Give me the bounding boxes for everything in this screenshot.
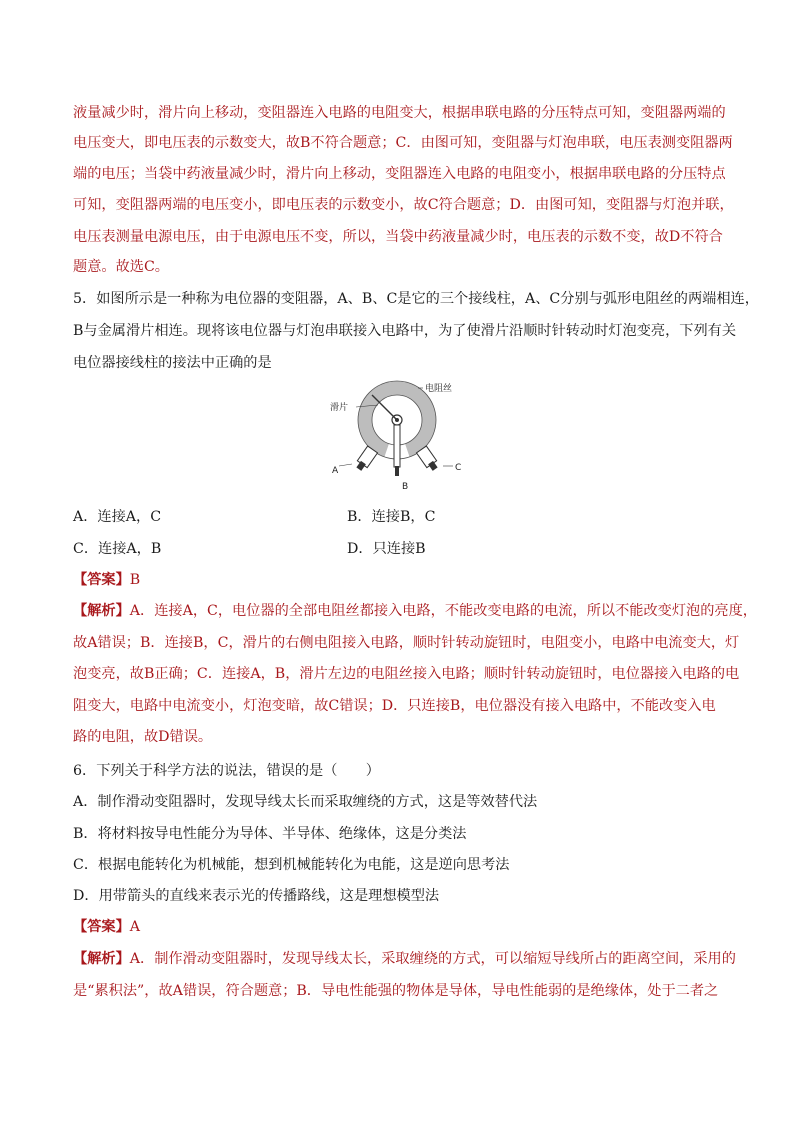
q5-stem-line-3: 电位器接线柱的接法中正确的是 <box>73 355 272 371</box>
q6-analysis-line-2: 是“累积法”，故A错误，符合题意；B．导电性能强的物体是导体，导电性能弱的是绝缘体，处于二者之 <box>73 983 719 999</box>
q5-analysis-text-1: A．连接A，C，电位器的全部电阻丝都接入电路，不能改变电路的电流，所以不能改变灯泡的亮度， <box>129 603 757 619</box>
prev-explanation-line-1: 液量减少时，滑片向上移动，变阻器连入电路的电阻变大，根据串联电路的分压特点可知，变阻器两端的 <box>73 105 726 121</box>
prev-explanation-line-5: 电压表测量电源电压，由于电源电压不变，所以，当袋中药液量减少时，电压表的示数不变，故D不符合 <box>73 229 723 245</box>
q6-option-a: A．制作滑动变阻器时，发现导线太长而采取缠绕的方式，这是等效替代法 <box>73 794 538 810</box>
label-terminal-c: C <box>455 463 462 473</box>
label-resistance-wire: 电阻丝 <box>425 384 453 394</box>
q5-answer-tag: 【答案】 <box>73 572 130 588</box>
q6-answer-tag: 【答案】 <box>73 919 130 935</box>
label-terminal-b: B <box>402 482 409 492</box>
q6-analysis-line-1 <box>73 950 736 968</box>
q6-answer-value: A <box>129 919 141 935</box>
terminal-c <box>416 446 440 473</box>
q5-stem-line-1: 5．如图所示是一种称为电位器的变阻器，A、B、C是它的三个接线柱，A、C分别与弧形电阻丝的两端相连， <box>73 291 759 307</box>
potentiometer-figure <box>322 378 472 496</box>
prev-explanation-line-6: 题意。故选C。 <box>73 259 169 275</box>
q6-analysis-tag: 【解析】 <box>73 951 130 967</box>
q6-option-b: B．将材料按导电性能分为导体、半导体、绝缘体，这是分类法 <box>73 826 467 842</box>
q5-option-a: A．连接A，C <box>73 509 162 525</box>
terminal-a <box>354 446 378 473</box>
q5-analysis-line-4: 阻变大，电路中电流变小，灯泡变暗，故C错误；D．只连接B，电位器没有接入电路中，不能改变入电 <box>73 698 716 714</box>
q5-answer-value: B <box>129 572 141 588</box>
prev-explanation-line-3: 端的电压；当袋中药液量减少时，滑片向上移动，变阻器连入电路的电阻变小，根据串联电路的分压特点 <box>73 166 726 182</box>
q5-option-d: D．只连接B <box>347 541 426 557</box>
q5-stem-line-2: B与金属滑片相连。现将该电位器与灯泡串联接入电路中，为了使滑片沿顺时针转动时灯泡变亮，下列有关 <box>73 323 737 339</box>
q6-option-c: C．根据电能转化为机械能，想到机械能转化为电能，这是逆向思考法 <box>73 857 510 873</box>
q5-option-b: B．连接B，C <box>347 509 436 525</box>
label-slider: 滑片 <box>330 403 349 413</box>
q5-answer <box>73 571 140 589</box>
q5-analysis-tag: 【解析】 <box>73 603 130 619</box>
prev-explanation-line-2: 电压变大，即电压表的示数变大，故B不符合题意；C．由图可知，变阻器与灯泡串联，电压表测变阻器两 <box>73 135 733 151</box>
prev-explanation-line-4: 可知，变阻器两端的电压变小，即电压表的示数变小，故C符合题意；D．由图可知，变阻器与灯泡并联， <box>73 197 734 213</box>
q6-analysis-text-1: A．制作滑动变阻器时，发现导线太长，采取缠绕的方式，可以缩短导线所占的距离空间，采用的 <box>129 951 736 967</box>
q5-analysis-line-1 <box>73 602 757 620</box>
terminal-b-pin <box>395 466 399 476</box>
q5-analysis-line-2: 故A错误；B．连接B，C，滑片的右侧电阻接入电路，顺时针转动旋钮时，电阻变小，电路中电流变大，灯 <box>73 635 740 651</box>
q5-option-c: C．连接A，B <box>73 541 162 557</box>
q6-option-d: D．用带箭头的直线来表示光的传播路线，这是理想模型法 <box>73 888 440 904</box>
q6-answer <box>73 918 140 936</box>
a-leader-line <box>339 464 352 466</box>
q5-analysis-line-5: 路的电阻，故D错误。 <box>73 729 213 745</box>
q6-stem: 6．下列关于科学方法的说法，错误的是（ ） <box>73 763 380 779</box>
terminal-b-strip <box>394 425 400 467</box>
label-terminal-a: A <box>332 466 339 476</box>
q5-analysis-line-3: 泡变亮，故B正确；C．连接A，B，滑片左边的电阻丝接入电路；顺时针转动旋钮时，电位器接入电路的电 <box>73 666 740 682</box>
